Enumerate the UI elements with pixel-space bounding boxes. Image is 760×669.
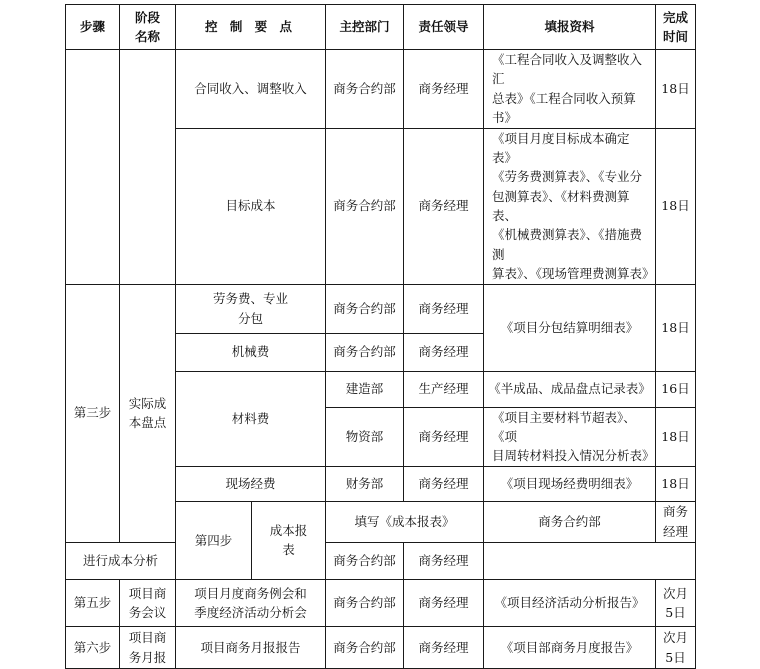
docs-cell: 《项目月度目标成本确定表》 《劳务费测算表》、《专业分 包测算表》、《材料费测算表、 《机械费测算表》、《措施费测 算表》、《现场管理费测算表》 [484,128,656,284]
leader-cell: 商务经理 [404,333,484,371]
time-cell: 次月 5日 [656,627,696,669]
leader-cell: 商务经理 [404,580,484,627]
time-cell: 18日 [656,466,696,501]
header-row [66,5,696,50]
time-cell: 18日 [656,284,696,371]
leader-cell: 商务经理 [404,284,484,333]
step-cell: 第三步 [66,284,120,542]
header-time: 完成 时间 [656,5,696,50]
docs-cell: 《项目部商务月度报告》 [484,627,656,669]
control-cell: 项目月度商务例会和 季度经济活动分析会 [176,580,326,627]
header-docs: 填报资料 [484,5,656,50]
leader-cell: 商务经理 [404,466,484,501]
dept-cell: 商务合约部 [484,501,656,542]
step-cell: 第四步 [176,501,252,580]
dept-cell: 建造部 [326,371,404,407]
control-cell: 合同收入、调整收入 [176,50,326,129]
control-cell: 现场经费 [176,466,326,501]
dept-cell: 物资部 [326,407,404,466]
step-cell: 第六步 [66,627,120,669]
step-cell-empty [66,50,120,285]
time-cell: 18日 [656,50,696,129]
stage-cell: 项目商 务会议 [120,580,176,627]
header-control: 控 制 要 点 [176,5,326,50]
docs-cell: 《项目分包结算明细表》 [484,284,656,371]
control-cell: 劳务费、专业 分包 [176,284,326,333]
stage-cell: 实际成 本盘点 [120,284,176,542]
header-step: 步骤 [66,5,120,50]
leader-cell: 商务经理 [404,627,484,669]
docs-cell: 《项目现场经费明细表》 [484,466,656,501]
dept-cell: 财务部 [326,466,404,501]
leader-cell: 生产经理 [404,371,484,407]
table-row [66,580,696,627]
header-dept: 主控部门 [326,5,404,50]
control-cell: 材料费 [176,371,326,466]
table-row [66,50,696,129]
leader-cell: 商务经理 [404,542,484,579]
control-cell: 机械费 [176,333,326,371]
leader-cell: 商务经理 [404,128,484,284]
control-cell: 进行成本分析 [66,542,176,579]
header-stage: 阶段 名称 [120,5,176,50]
cost-control-table [65,4,696,669]
control-cell: 项目商务月报报告 [176,627,326,669]
table-row [66,284,696,333]
time-cell: 次月 5日 [656,580,696,627]
control-cell: 目标成本 [176,128,326,284]
leader-cell: 商务经理 [404,50,484,129]
dept-cell: 商务合约部 [326,542,404,579]
step-cell: 第五步 [66,580,120,627]
leader-cell: 商务经理 [404,407,484,466]
time-cell: 16日 [656,371,696,407]
table-row [66,542,696,579]
time-cell: 18日 [656,407,696,466]
dept-cell: 商务合约部 [326,333,404,371]
table-row [66,627,696,669]
dept-cell: 商务合约部 [326,580,404,627]
docs-cell: 《半成品、成品盘点记录表》 [484,371,656,407]
dept-cell: 商务合约部 [326,128,404,284]
docs-cell: 《项目主要材料节超表》、《项 目周转材料投入情况分析表》 [484,407,656,466]
header-leader: 责任领导 [404,5,484,50]
control-cell: 填写《成本报表》 [326,501,484,542]
docs-cell: 《项目经济活动分析报告》 [484,580,656,627]
docs-cell: 《工程合同收入及调整收入汇 总表》《工程合同收入预算书》 [484,50,656,129]
stage-cell: 项目商 务月报 [120,627,176,669]
stage-cell: 成本报 表 [252,501,326,580]
dept-cell: 商务合约部 [326,284,404,333]
leader-cell: 商务经理 [656,501,696,542]
dept-cell: 商务合约部 [326,50,404,129]
stage-cell-empty [120,50,176,285]
dept-cell: 商务合约部 [326,627,404,669]
time-cell: 18日 [656,128,696,284]
